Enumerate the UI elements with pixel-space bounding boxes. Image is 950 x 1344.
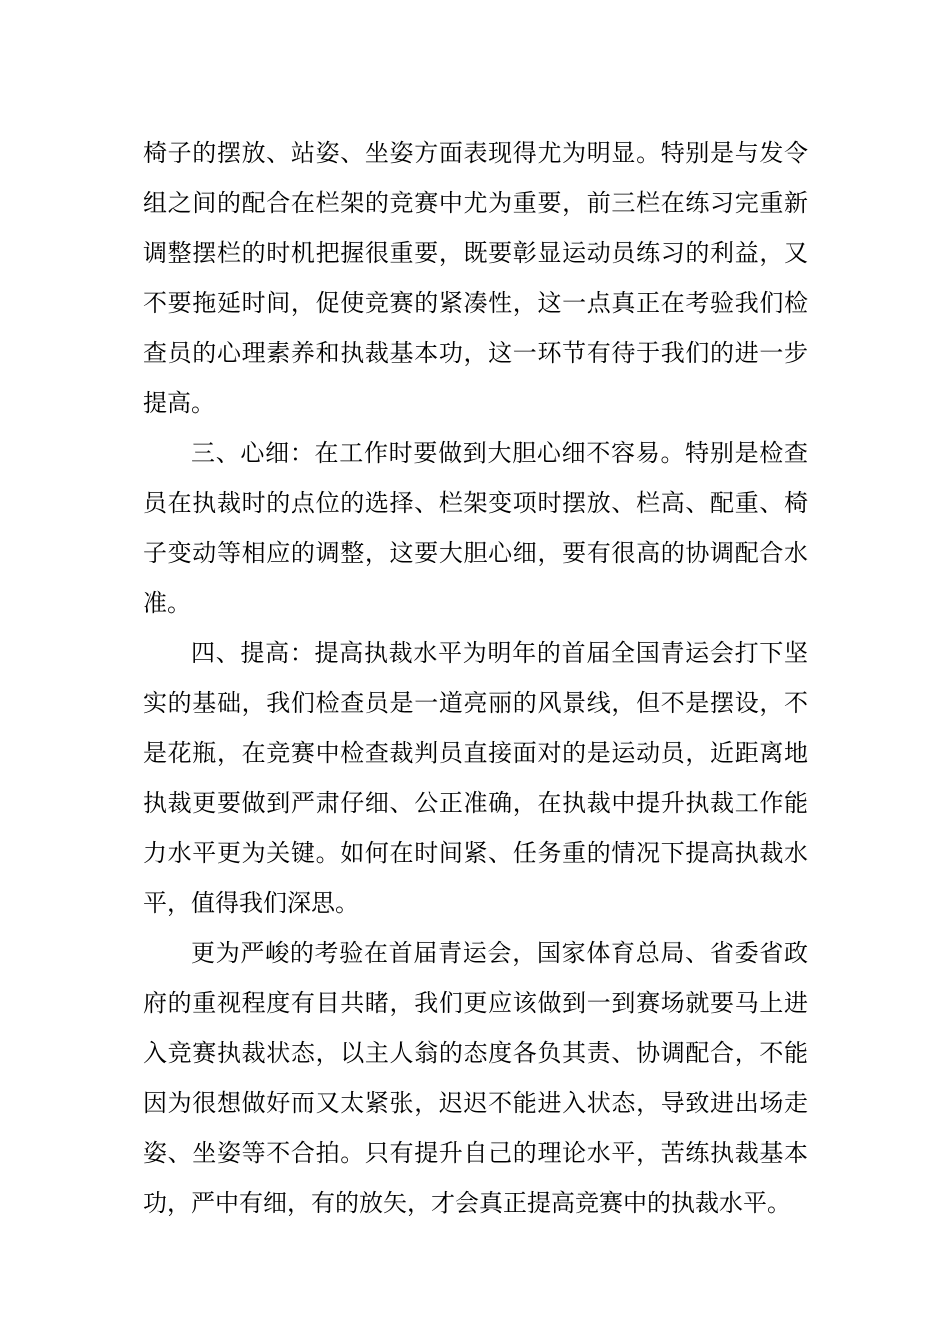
text-line: 是花瓶，在竞赛中检查裁判员直接面对的是运动员，近距离地 — [143, 739, 808, 767]
text-line: 执裁更要做到严肃仔细、公正准确，在执裁中提升执裁工作能 — [143, 789, 808, 817]
text-line: 功，严中有细，有的放矢，才会真正提高竞赛中的执裁水平。 — [143, 1189, 791, 1217]
text-line: 不要拖延时间，促使竞赛的紧凑性，这一点真正在考验我们检 — [143, 289, 808, 317]
document-body — [143, 128, 808, 1228]
text-line: 调整摆栏的时机把握很重要，既要彰显运动员练习的利益，又 — [143, 239, 808, 267]
text-line: 子变动等相应的调整，这要大胆心细，要有很高的协调配合水 — [143, 539, 808, 567]
text-line: 姿、坐姿等不合拍。只有提升自己的理论水平，苦练执裁基本 — [143, 1139, 808, 1167]
text-line: 查员的心理素养和执裁基本功，这一环节有待于我们的进一步 — [143, 339, 808, 367]
text-line: 入竞赛执裁状态，以主人翁的态度各负其责、协调配合，不能 — [143, 1039, 808, 1067]
text-line: 府的重视程度有目共睹，我们更应该做到一到赛场就要马上进 — [143, 989, 808, 1017]
text-line: 提高。 — [143, 389, 215, 417]
text-line: 员在执裁时的点位的选择、栏架变项时摆放、栏高、配重、椅 — [143, 489, 808, 517]
text-line: 力水平更为关键。如何在时间紧、任务重的情况下提高执裁水 — [143, 839, 808, 867]
paragraph-4 — [143, 928, 808, 1228]
text-line: 因为很想做好而又太紧张，迟迟不能进入状态，导致进出场走 — [143, 1089, 808, 1117]
text-line: 三、心细：在工作时要做到大胆心细不容易。特别是检查 — [191, 439, 808, 467]
text-line: 四、提高：提高执裁水平为明年的首届全国青运会打下坚 — [191, 639, 808, 667]
text-line: 准。 — [143, 589, 191, 617]
text-line: 实的基础，我们检查员是一道亮丽的风景线，但不是摆设，不 — [143, 689, 808, 717]
paragraph-3 — [143, 628, 808, 928]
text-line: 椅子的摆放、站姿、坐姿方面表现得尤为明显。特别是与发令 — [143, 139, 808, 167]
text-line: 更为严峻的考验在首届青运会，国家体育总局、省委省政 — [191, 939, 808, 967]
paragraph-1 — [143, 128, 808, 428]
text-line: 平，值得我们深思。 — [143, 889, 359, 917]
paragraph-2 — [143, 428, 808, 628]
text-line: 组之间的配合在栏架的竞赛中尤为重要，前三栏在练习完重新 — [143, 189, 808, 217]
